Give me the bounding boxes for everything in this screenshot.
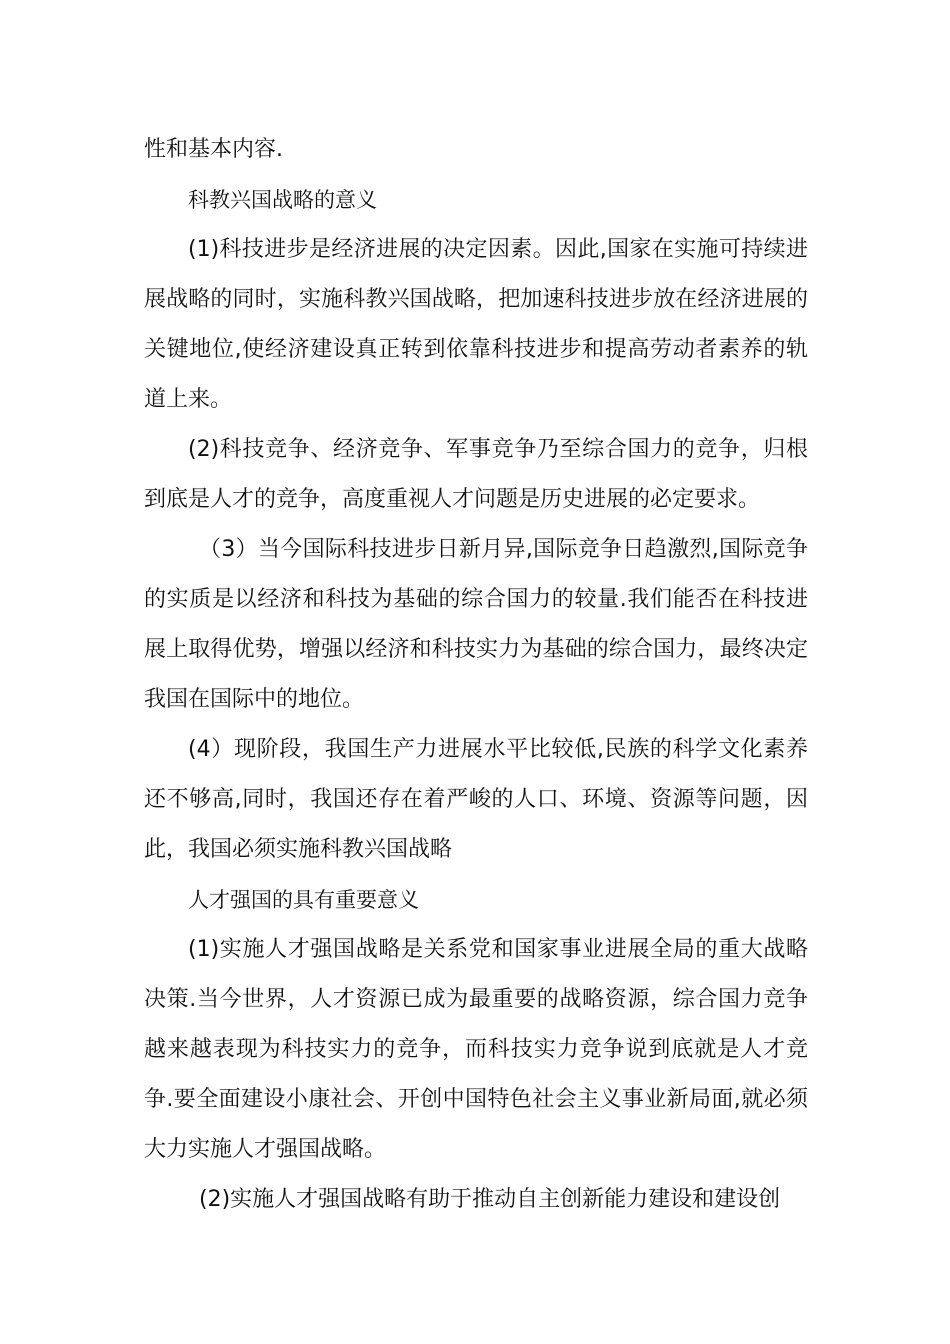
paragraph-point-3: （3）当今国际科技进步日新月异,国际竞争日趋激烈,国际竞争的实质是以经济和科技为基础的综合国力的较量.我们能否在科技进展上取得优势，增强以经济和科技实力为基础的综合国力，最终决定我国在国际中的地位。	[144, 537, 808, 712]
paragraph-continuation: 性和基本内容.	[144, 137, 283, 162]
document-body	[144, 125, 808, 1225]
paragraph-point-4: (4）现阶段，我国生产力进展水平比较低,民族的科学文化素养还不够高,同时，我国还存在着严峻的人口、环境、资源等问题，因此，我国必须实施科教兴国战略	[144, 737, 808, 862]
section-heading-keji: 科教兴国战略的意义	[188, 188, 377, 212]
paragraph-point-1: (1)科技进步是经济进展的决定因素。因此,国家在实施可持续进展战略的同时，实施科教兴国战略，把加速科技进步放在经济进展的关键地位,使经济建设真正转到依靠科技进步和提高劳动者素养的轨道上来。	[144, 237, 808, 412]
section-heading-rencai: 人才强国的具有重要意义	[188, 888, 419, 912]
paragraph-rencai-point-1: (1)实施人才强国战略是关系党和国家事业进展全局的重大战略决策.当今世界，人才资源已成为最重要的战略资源，综合国力竞争越来越表现为科技实力的竞争，而科技实力竞争说到底就是人才竞争.要全面建设小康社会、开创中国特色社会主义事业新局面,就必须大力实施人才强国战略。	[144, 937, 808, 1162]
paragraph-rencai-point-2: (2)实施人才强国战略有助于推动自主创新能力建设和建设创	[199, 1187, 781, 1212]
paragraph-point-2: (2)科技竞争、经济竞争、军事竞争乃至综合国力的竞争，归根到底是人才的竞争，高度重视人才问题是历史进展的必定要求。	[144, 437, 808, 512]
